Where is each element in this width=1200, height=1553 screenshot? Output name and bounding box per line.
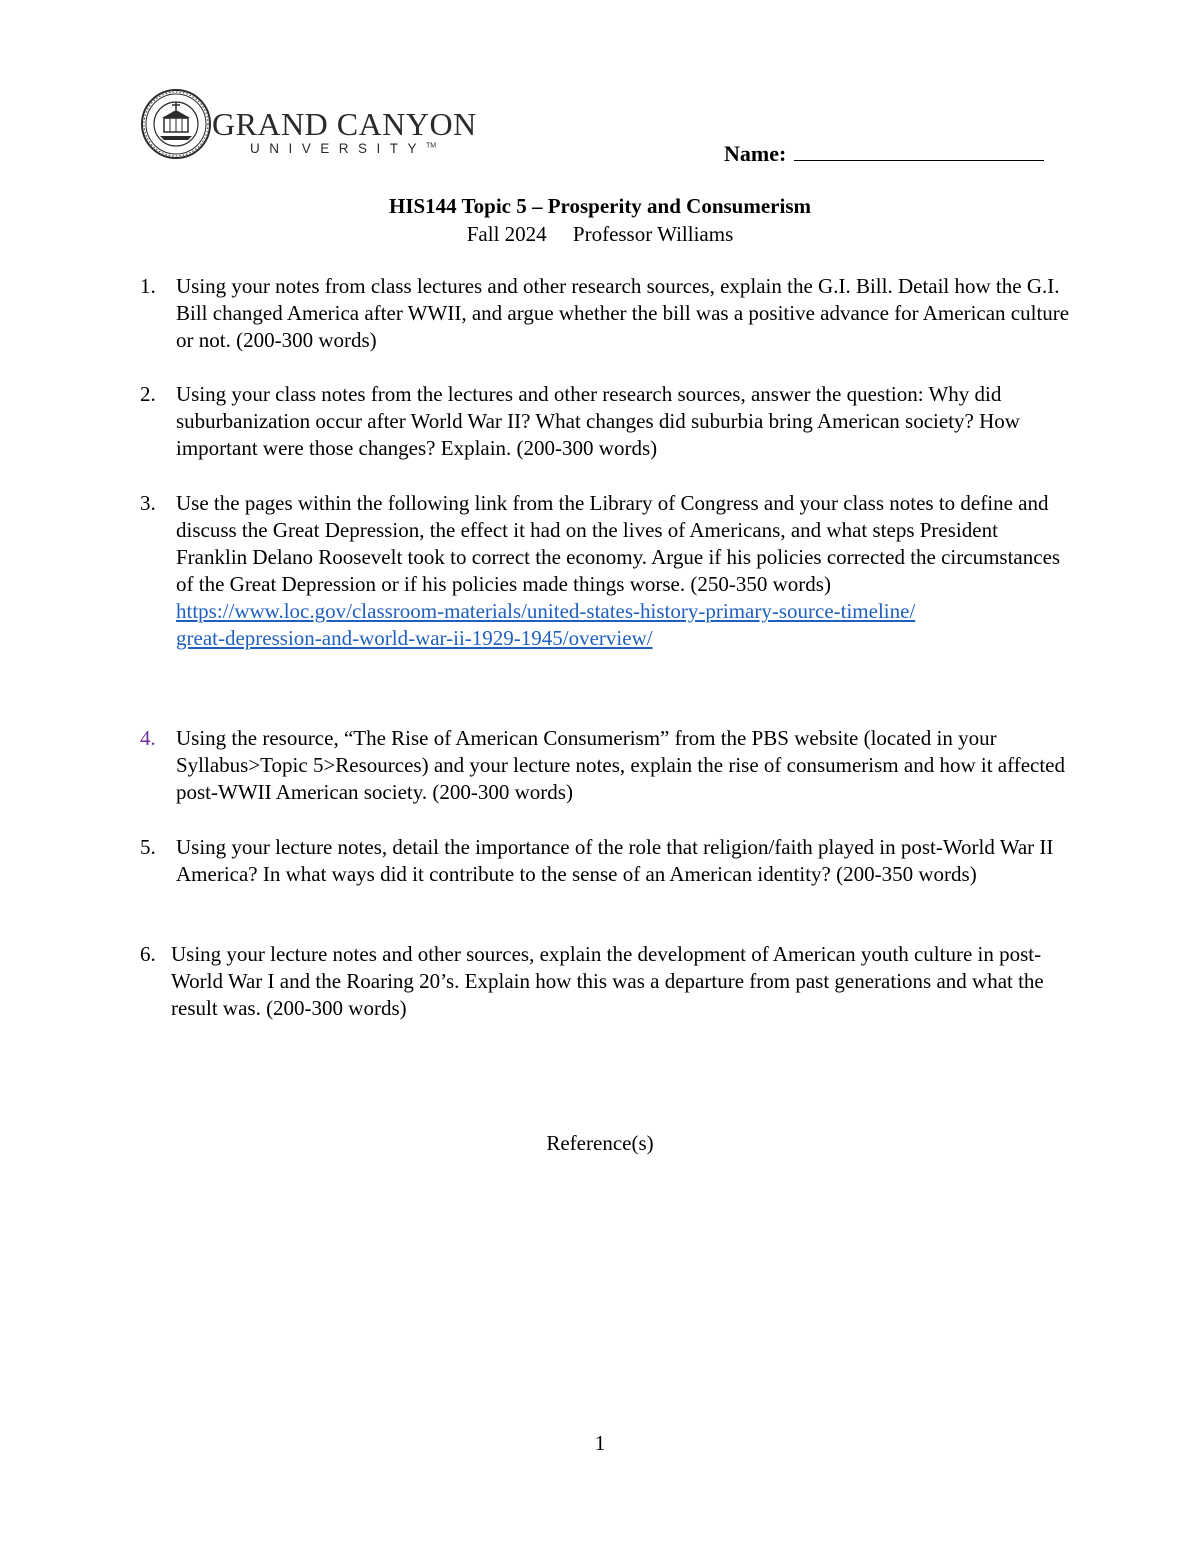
question-6 (140, 941, 1070, 1022)
question-text: Using the resource, “The Rise of American Consumerism” from the PBS website (located in your Syllabus>Topic 5>Resources) and your lecture notes, explain the rise of consumerism and how it affected post-WWII American society. (200-300 words) (176, 726, 1066, 804)
question-5 (140, 834, 1070, 888)
logo-wordmark-grand-canyon: GRAND CANYON (212, 106, 477, 142)
university-logo (140, 88, 477, 162)
name-field[interactable] (724, 141, 1044, 167)
question-number: 6. (140, 942, 156, 966)
question-text: Using your lecture notes, detail the importance of the role that religion/faith played in post-World War II America? In what ways did it contribute to the sense of an American identity? (200-350 words) (176, 835, 1054, 886)
name-blank-line[interactable] (794, 142, 1044, 161)
question-number: 2. (140, 382, 156, 406)
question-2 (140, 381, 1070, 462)
question-text: Using your notes from class lectures and other research sources, explain the G.I. Bill. Detail how the G.I. Bill changed America after WWII, and argue whether the bill was a positive advance for American culture or not. (200-300 words) (176, 274, 1070, 352)
loc-link-line-1[interactable]: https://www.loc.gov/classroom-materials/united-states-history-primary-source-timeline/ (176, 599, 916, 623)
question-3 (140, 490, 1070, 652)
document-title: HIS144 Topic 5 – Prosperity and Consumerism (389, 194, 811, 218)
trademark-symbol: TM (426, 142, 437, 150)
question-text: Using your lecture notes and other sources, explain the development of American youth culture in post-World War I and the Roaring 20’s. Explain how this was a departure from past generations and what the result was. (200-300 words) (171, 942, 1044, 1020)
question-text: Using your class notes from the lectures and other research sources, answer the question: Why did suburbanization occur after World War II? What changes did suburbia bring American society? How important were those changes? Explain. (200-300 words) (176, 382, 1020, 460)
references-heading: Reference(s) (546, 1131, 654, 1155)
question-4 (140, 725, 1070, 806)
question-1 (140, 273, 1070, 354)
university-seal-icon (140, 88, 212, 160)
name-label: Name: (724, 141, 787, 166)
question-text: Use the pages within the following link from the Library of Congress and your class notes to define and discuss the Great Depression, the effect it had on the lives of Americans, and what steps President Franklin Delano Roosevelt took to correct the economy. Argue if his policies corrected the circumstances of the Great Depression or if his policies made things worse. (250-350 words) (176, 491, 1061, 596)
question-number: 4. (140, 726, 156, 750)
document-subtitle: Fall 2024 Professor Williams (466, 222, 734, 246)
question-number: 3. (140, 491, 156, 515)
logo-wordmark-university: UNIVERSITY™ (250, 141, 437, 156)
loc-link-line-2[interactable]: great-depression-and-world-war-ii-1929-1945/overview/ (176, 626, 653, 650)
page-number: 1 (594, 1431, 606, 1455)
question-number: 5. (140, 835, 156, 859)
question-number: 1. (140, 274, 156, 298)
question-text-block (176, 490, 1070, 652)
